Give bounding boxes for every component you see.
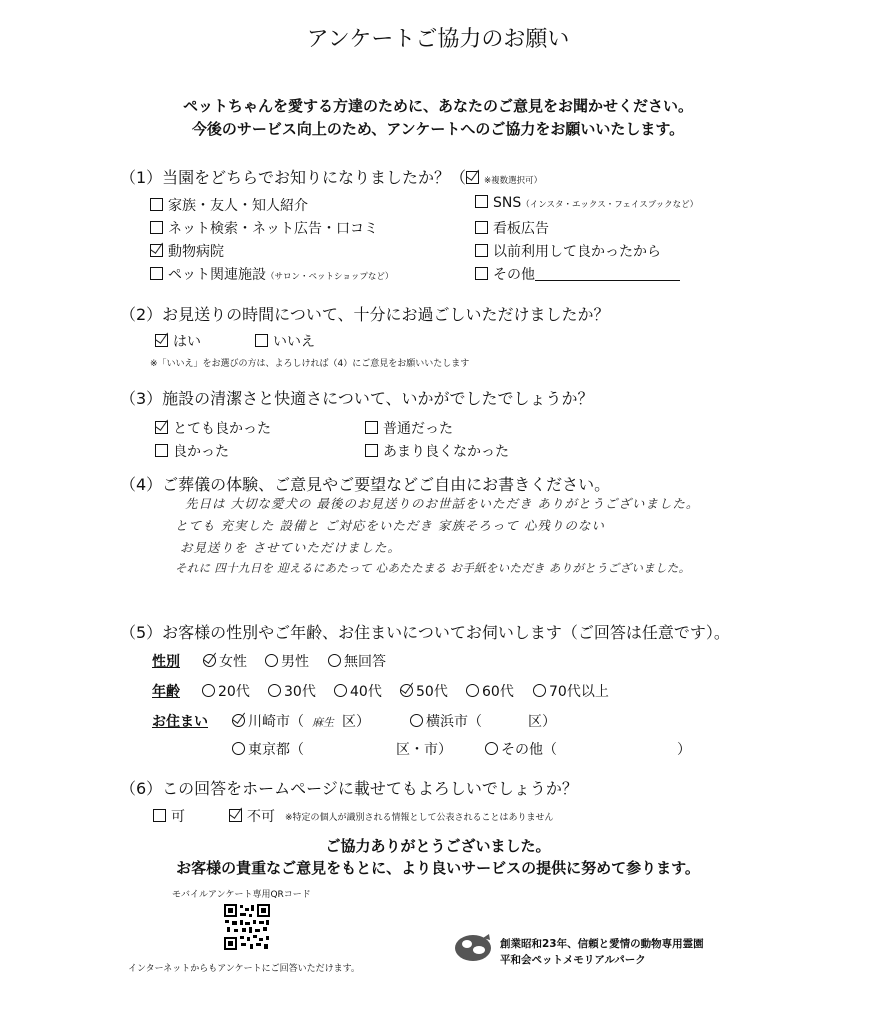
checkbox-icon [365,444,378,457]
residence-yokohama[interactable]: 横浜市（ 区） [410,711,556,731]
age-60s[interactable]: 60代 [466,681,514,701]
checkbox-icon [475,221,488,234]
checked-checkbox-icon [155,334,168,347]
checked-checkbox-icon [150,244,163,257]
qr-code-icon[interactable] [223,903,271,951]
age-70s-plus[interactable]: 70代以上 [533,681,609,701]
radio-icon [485,742,498,755]
q2-option-yes[interactable]: はい [155,331,201,351]
q6-option-allow[interactable]: 可 [153,806,185,826]
checked-checkbox-icon [155,421,168,434]
radio-icon [265,654,278,667]
q6-option-deny[interactable]: 不可 [229,806,275,826]
question-6-text: （6）この回答をホームページに載せてもよろしいでしょうか？ [120,779,578,798]
question-3-text: （3）施設の清潔さと快適さについて、いかがでしたでしょうか？ [120,389,594,408]
checkbox-icon [255,334,268,347]
qr-caption: モバイルアンケート専用QRコード [172,890,311,900]
age-30s[interactable]: 30代 [268,681,316,701]
checkbox-icon [466,171,479,184]
handwritten-line-4: それに 四十九日を 迎えるにあたって 心あたたまる お手紙をいただき ありがとうございました。 [175,561,691,575]
radio-icon [328,654,341,667]
q6-note: ※特定の個人が識別される情報として公表されることはありません [285,813,554,823]
page-title: アンケートご協力のお願い [306,27,570,52]
q1-option-pet-facility[interactable]: ペット関連施設（サロン・ペットショップなど） [150,264,393,284]
q2-note: ※「いいえ」をお選びの方は、よろしければ（4）にご意見をお願いいたします [150,359,470,369]
q1-option-signboard[interactable]: 看板広告 [475,218,549,238]
age-40s[interactable]: 40代 [334,681,382,701]
q1-option-vet[interactable]: 動物病院 [150,241,224,261]
checkbox-icon [150,198,163,211]
checkbox-icon [475,244,488,257]
checkbox-icon [365,421,378,434]
radio-icon [533,684,546,697]
q3-option-normal[interactable]: 普通だった [365,418,453,438]
gender-no-answer[interactable]: 無回答 [328,651,386,671]
residence-tokyo[interactable]: 東京都（ 区・市） [232,739,452,759]
intro-line-2: 今後のサービス向上のため、アンケートへのご協力をお願いいたします。 [191,120,685,138]
q1-option-other[interactable]: その他 [475,264,680,284]
checked-checkbox-icon [229,809,242,822]
other-write-line[interactable] [535,268,680,281]
closing-line-2: お客様の貴重なご意見をもとに、より良いサービスの提供に努めて参ります。 [176,859,700,877]
handwritten-line-1: 先日は 大切な愛犬の 最後のお見送りのお世話をいただき ありがとうございました。 [185,496,700,511]
handwritten-line-2: とても 充実した 設備と ご対応をいただき 家族そろって 心残りのない [175,518,605,533]
question-1-text: （1）当園をどちらでお知りになりましたか？（ [120,168,467,187]
radio-icon [202,684,215,697]
q3-option-not-good[interactable]: あまり良くなかった [365,441,509,461]
company-logo-icon [453,932,493,964]
checked-radio-icon [400,684,413,697]
handwritten-line-3: お見送りを させていただけました。 [180,540,401,555]
checkbox-icon [150,221,163,234]
closing-line-1: ご協力ありがとうございました。 [325,837,551,855]
question-2-text: （2）お見送りの時間について、十分にお過ごしいただけましたか？ [120,305,610,324]
footer-tagline: 創業昭和23年、信頼と愛情の動物専用霊園 [500,938,704,950]
question-1 [120,165,542,188]
q1-option-family[interactable]: 家族・友人・知人紹介 [150,195,308,215]
q2-option-no[interactable]: いいえ [255,331,315,351]
internet-note: インターネットからもアンケートにご回答いただけます。 [128,964,360,974]
q1-option-previous[interactable]: 以前利用して良かったから [475,241,661,261]
age-50s[interactable]: 50代 [400,681,448,701]
checkbox-icon [475,195,488,208]
kawasaki-ward-fill: 麻生 [312,716,334,729]
intro-line-1: ペットちゃんを愛する方達のために、あなたのご意見をお聞かせください。 [182,97,693,115]
checkbox-icon [153,809,166,822]
checkbox-icon [150,267,163,280]
age-20s[interactable]: 20代 [202,681,250,701]
gender-male[interactable]: 男性 [265,651,309,671]
question-4-text: （4）ご葬儀の体験、ご意見やご要望などご自由にお書きください。 [120,475,611,494]
radio-icon [410,714,423,727]
question-1-note: ※複数選択可） [484,176,543,186]
radio-icon [232,742,245,755]
q1-option-sns[interactable]: SNS（インスタ・エックス・フェイスブックなど） [475,195,698,211]
checked-radio-icon [232,714,245,727]
residence-other[interactable]: その他（ ） [485,739,691,759]
footer-company-name: 平和会ペットメモリアルパーク [500,954,646,966]
radio-icon [466,684,479,697]
checkbox-icon [155,444,168,457]
residence-kawasaki[interactable]: 川崎市（ 麻生 区） [232,711,370,731]
q3-option-good[interactable]: 良かった [155,441,229,461]
radio-icon [268,684,281,697]
q3-option-very-good[interactable]: とても良かった [155,418,271,438]
gender-label: 性別 [152,654,180,670]
gender-female[interactable]: 女性 [203,651,247,671]
question-5-text: （5）お客様の性別やご年齢、お住まいについてお伺いします（ご回答は任意です）。 [120,623,730,642]
checked-radio-icon [203,654,216,667]
age-label: 年齢 [152,684,180,700]
residence-label: お住まい [152,714,208,730]
checkbox-icon [475,267,488,280]
radio-icon [334,684,347,697]
q1-option-net[interactable]: ネット検索・ネット広告・口コミ [150,218,378,238]
